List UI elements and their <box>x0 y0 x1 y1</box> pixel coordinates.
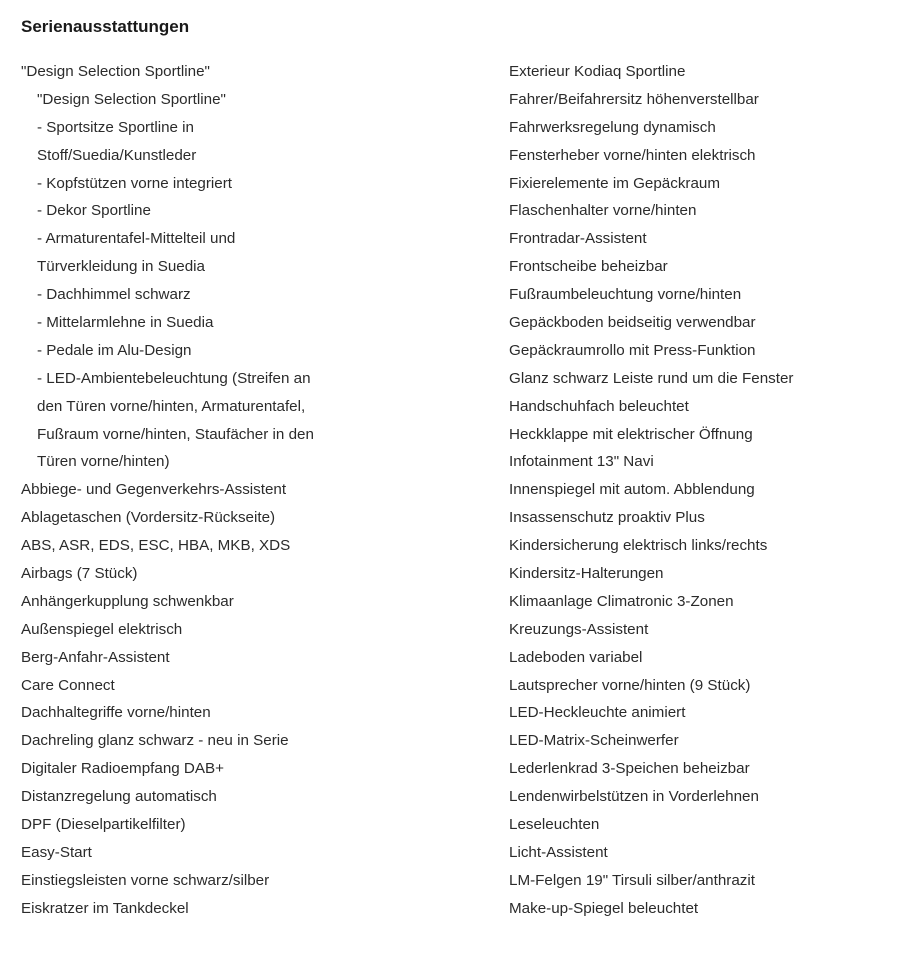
equipment-item: Türverkleidung in Suedia <box>37 258 206 276</box>
equipment-item: Anhängerkupplung schwenkbar <box>21 592 234 610</box>
equipment-item: Außenspiegel elektrisch <box>21 620 183 638</box>
equipment-item: Licht-Assistent <box>509 843 608 861</box>
equipment-item: Fahrer/Beifahrersitz höhenverstellbar <box>509 90 759 108</box>
equipment-item: Türen vorne/hinten) <box>37 453 170 471</box>
equipment-item: Abbiege- und Gegenverkehrs-Assistent <box>21 481 287 499</box>
equipment-item: Eiskratzer im Tankdeckel <box>21 899 189 917</box>
equipment-item: - Mittelarmlehne in Suedia <box>37 314 214 332</box>
equipment-item: LED-Matrix-Scheinwerfer <box>509 732 679 750</box>
equipment-item: Kindersicherung elektrisch links/rechts <box>509 537 768 555</box>
equipment-item: Kreuzungs-Assistent <box>509 620 649 638</box>
equipment-item: Heckklappe mit elektrischer Öffnung <box>509 425 753 443</box>
equipment-item: den Türen vorne/hinten, Armaturentafel, <box>37 397 306 415</box>
equipment-item: Dachreling glanz schwarz - neu in Serie <box>21 732 289 750</box>
equipment-item: Leseleuchten <box>509 816 600 834</box>
equipment-item: Dachhaltegriffe vorne/hinten <box>21 704 211 722</box>
equipment-item: - Pedale im Alu-Design <box>37 341 192 359</box>
equipment-item: - Dachhimmel schwarz <box>37 286 191 304</box>
equipment-item: "Design Selection Sportline" <box>21 63 210 80</box>
equipment-item: Fußraumbeleuchtung vorne/hinten <box>509 286 742 304</box>
equipment-item: Einstiegsleisten vorne schwarz/silber <box>21 871 270 889</box>
equipment-item: Fußraum vorne/hinten, Staufächer in den <box>37 425 314 443</box>
equipment-item: Klimaanlage Climatronic 3-Zonen <box>509 592 734 610</box>
equipment-item: Insassenschutz proaktiv Plus <box>509 509 705 527</box>
equipment-item: Kindersitz-Halterungen <box>509 565 664 583</box>
section-title: Serienausstattungen <box>21 17 190 36</box>
equipment-item: Berg-Anfahr-Assistent <box>21 648 170 666</box>
equipment-item: Lautsprecher vorne/hinten (9 Stück) <box>509 676 751 694</box>
equipment-item: Innenspiegel mit autom. Abblendung <box>509 481 755 499</box>
equipment-item: Infotainment 13" Navi <box>509 453 654 471</box>
equipment-item: "Design Selection Sportline" <box>37 90 226 108</box>
equipment-item: Easy-Start <box>21 843 92 861</box>
equipment-item: Ablagetaschen (Vordersitz-Rückseite) <box>21 509 276 527</box>
equipment-item: Gepäckraumrollo mit Press-Funktion <box>509 341 756 359</box>
equipment-item: Care Connect <box>21 676 115 694</box>
equipment-item: LED-Heckleuchte animiert <box>509 704 686 722</box>
equipment-item: - Sportsitze Sportline in <box>37 118 195 136</box>
equipment-item: - Kopfstützen vorne integriert <box>37 174 233 192</box>
equipment-item: Lendenwirbelstützen in Vorderlehnen <box>509 788 759 806</box>
equipment-item: ABS, ASR, EDS, ESC, HBA, MKB, XDS <box>21 537 291 555</box>
equipment-item: Frontradar-Assistent <box>509 230 647 248</box>
equipment-item: - Dekor Sportline <box>37 202 151 220</box>
equipment-item: Lederlenkrad 3-Speichen beheizbar <box>509 760 750 778</box>
equipment-item: Gepäckboden beidseitig verwendbar <box>509 314 756 332</box>
equipment-item: Ladeboden variabel <box>509 648 643 666</box>
equipment-list-left <box>21 58 481 923</box>
equipment-item: Fixierelemente im Gepäckraum <box>509 174 721 192</box>
equipment-item: Glanz schwarz Leiste rund um die Fenster <box>509 369 794 387</box>
equipment-item: Flaschenhalter vorne/hinten <box>509 202 697 220</box>
equipment-item: Airbags (7 Stück) <box>21 565 138 583</box>
equipment-item: Stoff/Suedia/Kunstleder <box>37 146 197 164</box>
equipment-item: - LED-Ambientebeleuchtung (Streifen an <box>37 369 311 387</box>
equipment-item: Fahrwerksregelung dynamisch <box>509 118 716 136</box>
equipment-item: Handschuhfach beleuchtet <box>509 397 689 415</box>
equipment-item: Make-up-Spiegel beleuchtet <box>509 899 699 917</box>
equipment-item: Fensterheber vorne/hinten elektrisch <box>509 146 756 164</box>
equipment-item: Distanzregelung automatisch <box>21 788 217 806</box>
equipment-item: Exterieur Kodiaq Sportline <box>509 63 686 80</box>
equipment-item: LM-Felgen 19" Tirsuli silber/anthrazit <box>509 871 755 889</box>
equipment-item: DPF (Dieselpartikelfilter) <box>21 816 186 834</box>
equipment-item: Frontscheibe beheizbar <box>509 258 668 276</box>
equipment-list-right <box>509 58 889 923</box>
equipment-item: - Armaturentafel-Mittelteil und <box>37 230 236 248</box>
equipment-item: Digitaler Radioempfang DAB+ <box>21 760 225 778</box>
